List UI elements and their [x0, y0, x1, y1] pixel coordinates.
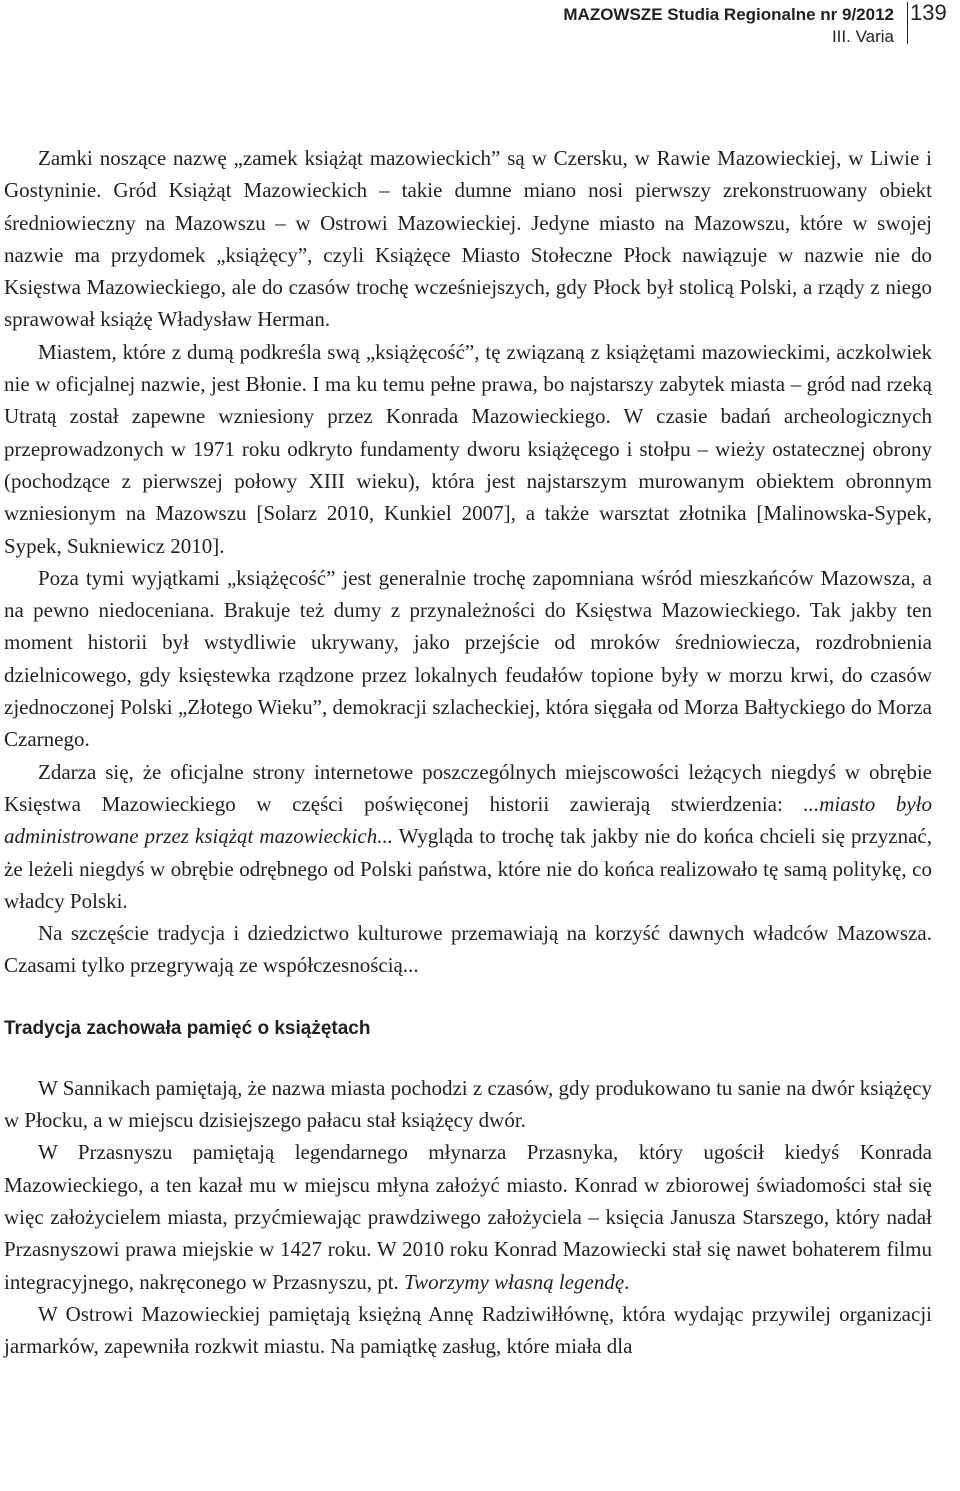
header-divider [907, 2, 908, 44]
paragraph-7-text-start: W Przasnyszu pamiętają legendarnego młynarza Przasnyka, który ugościł kiedyś Konrada Mazowieckiego, a ten kazał mu w miejscu młyna założyć miasto. Konrad w zbiorowej świadomości stał się więc założycielem miasta, przyćmiewając prawdziwego założyciela – księcia Janusza Starszego, który nadał Przasnyszowi prawa miejskie w 1427 roku. W 2010 roku Konrad Mazowiecki stał się nawet bohaterem filmu integracyjnego, nakręconego w Przasnyszu, pt. [4, 1140, 932, 1294]
paragraph-6: W Sannikach pamiętają, że nazwa miasta pochodzi z czasów, gdy produkowano tu sanie na dwór książęcy w Płocku, a w miejscu dzisiejszego pałacu stał książęcy dwór. [4, 1075, 932, 1133]
page-number: 139 [910, 0, 947, 25]
film-title: Tworzymy własną legendę [404, 1269, 625, 1294]
paragraph-2: Miastem, które z dumą podkreśla swą „książęcość”, tę związaną z książętami mazowieckimi, aczkolwiek nie w oficjalnej nazwie, jest Błonie. I ma ku temu pełne prawa, bo najstarszy zabytek miasta – gród nad rzeką Utratą został zapewne wzniesiony przez Konrada Mazowieckiego. W czasie badań archeologicznych przeprowadzonych w 1971 roku odkryto fundamenty dworu książęcego i stołpu – wieży ostatecznej obrony (pochodzące z pierwszej połowy XIII wieku), która jest najstarszym murowanym obiektem obronnym wzniesionym na Mazowszu [Solarz 2010, Kunkiel 2007], a także warsztat złotnika [Malinowska-Sypek, Sypek, Sukniewicz 2010]. [4, 339, 932, 558]
paragraph-7 [4, 1136, 932, 1297]
section-title: III. Varia [831, 27, 894, 46]
paragraph-4-text-start: Zdarza się, że oficjalne strony internetowe poszczególnych miejscowości leżących niegdyś w obrębie Księstwa Mazowieckiego w części poświęconej historii zawierają stwierdzenia: [4, 759, 932, 816]
paragraph-8: W Ostrowi Mazowieckiej pamiętają księżną Annę Radziwiłłównę, która wydając przywilej organizacji jarmarków, zapewniła rozkwit miastu. Na pamiątkę zasług, które miała dla [4, 1301, 932, 1359]
paragraph-4-quote: ...miasto było administrowane przez książąt mazowieckich... [4, 791, 932, 849]
paragraph-4-text-end: Wygląda to trochę tak jakby nie do końca chcieli się przyznać, że leżeli niegdyś w obrębie odrębnego od Polski państwa, które nie do końca realizowało tę samą politykę, co władcy Polski. [4, 824, 933, 913]
header-text [563, 4, 894, 48]
paragraph-7-text-end: . [624, 1269, 630, 1294]
paragraph-5: Na szczęście tradycja i dziedzictwo kulturowe przemawiają na korzyść dawnych władców Mazowsza. Czasami tylko przegrywają ze współczesnością... [4, 921, 932, 978]
paragraph-1: Zamki noszące nazwę „zamek książąt mazowieckich” są w Czersku, w Rawie Mazowieckiej, w Liwie i Gostyninie. Gród Książąt Mazowieckich – takie dumne miano nosi pierwszy zrekonstruowany obiekt średniowieczny na Mazowszu – w Ostrowi Mazowieckiej. Jedyne miasto na Mazowszu, które w swojej nazwie ma przydomek „książęcy”, czyli Książęce Miasto Stołeczne Płock nawiązuje w nazwie nie do Księstwa Mazowieckiego, ale do czasów trochę wcześniejszych, gdy Płock był stolicą Polski, a rządy z niego sprawował książę Władysław Herman. [4, 146, 932, 332]
running-header [0, 0, 960, 50]
paragraph-4 [4, 756, 932, 917]
journal-title: MAZOWSZE Studia Regionalne nr 9/2012 [563, 5, 894, 24]
section-heading: Tradycja zachowała pamięć o książętach [4, 1017, 371, 1039]
paragraph-3: Poza tymi wyjątkami „książęcość” jest generalnie trochę zapomniana wśród mieszkańców Mazowsza, a na pewno niedoceniana. Brakuje też dumy z przynależności do Księstwa Mazowieckiego. Tak jakby ten moment historii był wstydliwie ukrywany, jako przejście od mroków średniowiecza, rozdrobnienia dzielnicowego, gdy księstewka rządzone przez lokalnych feudałów topione były w morzu krwi, do czasów zjednoczonej Polski „Złotego Wieku”, demokracji szlacheckiej, która sięgała od Morza Bałtyckiego do Morza Czarnego. [4, 565, 932, 752]
article-body [4, 142, 932, 1362]
